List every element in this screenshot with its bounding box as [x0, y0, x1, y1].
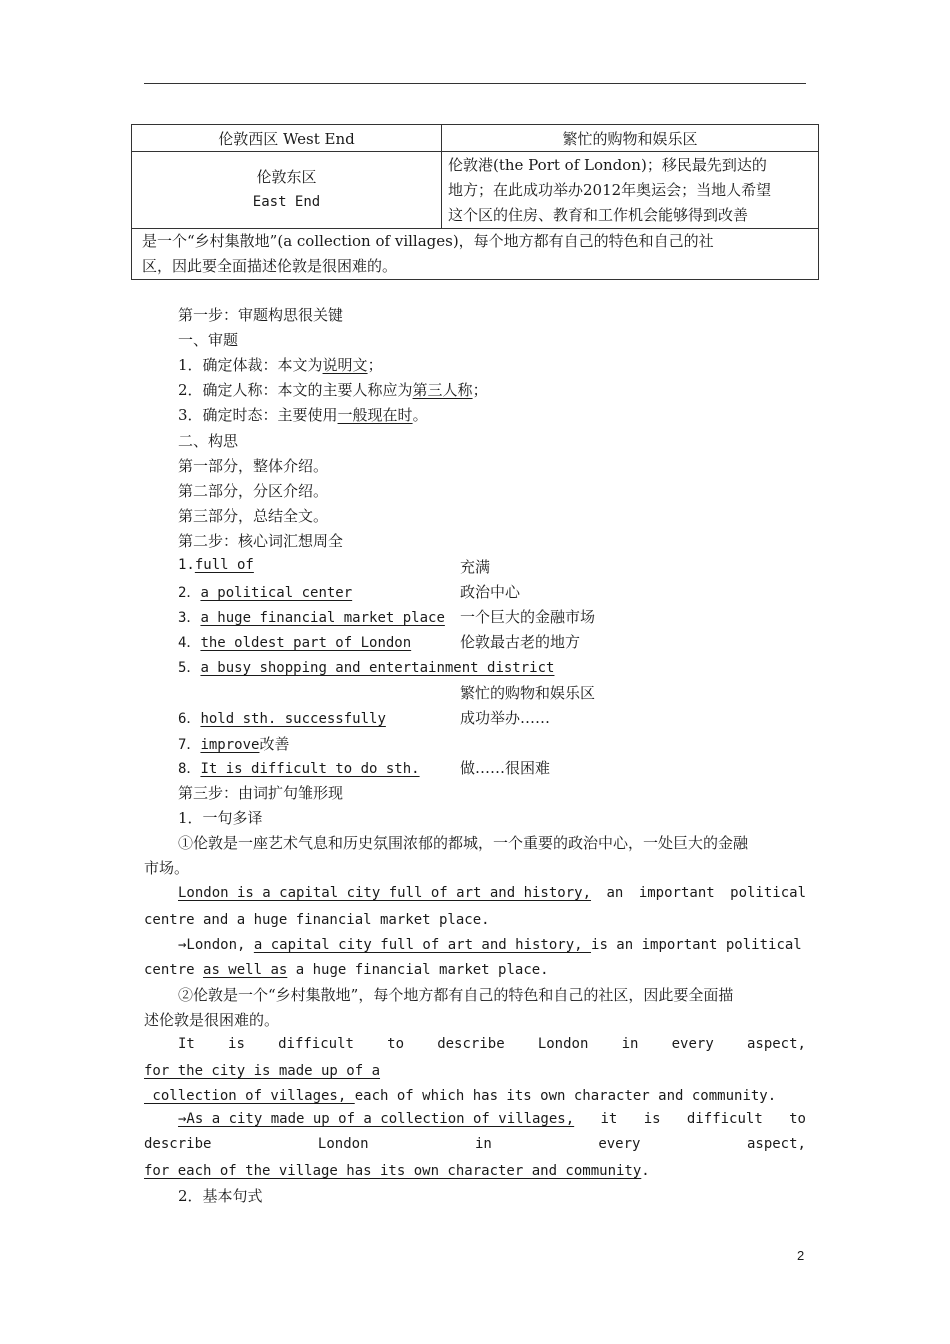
sentence1-trans-a-line1: London is a capital city full of art and history, an important political [178, 885, 806, 901]
sentence2-trans-b-line3: for each of the village has its own character and community. [144, 1163, 650, 1179]
step3-heading: 第三步：由词扩句雏形现 [178, 784, 344, 802]
sentence1-trans-a-line2: centre and a huge financial market place. [144, 912, 490, 928]
step1-item1: 1．确定体裁：本文为说明文； [178, 356, 383, 374]
sentence2-trans-a-line1: It is difficult to describe London in every aspect, [178, 1036, 806, 1052]
step3-sub1: 1．一句多译 [178, 809, 263, 827]
sentence1-trans-b-line2: centre as well as a huge financial market place. [144, 962, 549, 978]
step1-item2: 2．确定人称：本文的主要人称应为第三人称； [178, 381, 488, 399]
sentence1-zh-line2: 市场。 [144, 859, 190, 877]
vocab-item-en: 5．a busy shopping and entertainment district [178, 660, 555, 676]
table-cell-west-end: 伦敦西区 West End [132, 125, 442, 152]
east-end-zh: 伦敦东区 [256, 168, 317, 186]
vocab-item-en: 7．improve改善 [178, 735, 290, 753]
vocab-item-zh: 充满 [460, 558, 491, 576]
step1-part3: 第三部分，总结全文。 [178, 507, 329, 525]
east-end-desc-line1: 伦敦港(the Port of London)；移民最先到达的 [448, 155, 767, 174]
vocab-item-en: 4．the oldest part of London [178, 635, 412, 651]
table-cell-summary [132, 229, 819, 280]
vocab-item-en: 8．It is difficult to do sth. [178, 761, 420, 777]
vocab-item-en: 6．hold sth. successfully [178, 711, 386, 727]
step3-sub2: 2．基本句式 [178, 1187, 263, 1205]
sentence2-trans-a-line2: for the city is made up of a [144, 1063, 381, 1079]
summary-line1: 是一个“乡村集散地”(a collection of villages)，每个地方都有自己的特色和自己的社 [142, 232, 714, 250]
district-table [131, 124, 819, 280]
summary-line2: 区，因此要全面描述伦敦是很困难的。 [142, 257, 398, 275]
sentence2-trans-a-line3: collection of villages, each of which has its own character and community. [144, 1088, 777, 1104]
table-cell-east-end-desc [442, 152, 819, 229]
step1-item3: 3．确定时态：主要使用一般现在时。 [178, 406, 428, 424]
step1-part2: 第二部分，分区介绍。 [178, 482, 329, 500]
vocab-item-zh: 成功举办…… [460, 709, 551, 727]
vocab-item-zh: 伦敦最古老的地方 [460, 633, 581, 651]
vocab-item-zh: 繁忙的购物和娱乐区 [460, 684, 596, 702]
step1-sub2: 二、构思 [178, 432, 239, 450]
sentence1-zh-line1: ①伦敦是一座艺术气息和历史氛围浓郁的都城，一个重要的政治中心，一处巨大的金融 [178, 834, 749, 852]
table-cell-west-end-desc: 繁忙的购物和娱乐区 [442, 125, 819, 152]
sentence2-zh-line2: 述伦敦是很困难的。 [144, 1011, 280, 1029]
table-cell-east-end [132, 152, 442, 229]
vocab-item-zh: 政治中心 [460, 583, 521, 601]
sentence2-trans-b-line2: describe London in every aspect, [144, 1136, 806, 1152]
east-end-en: East End [252, 194, 321, 210]
vocab-item-zh: 做……很困难 [460, 759, 551, 777]
vocab-item-en: 1.full of [178, 557, 254, 573]
step1-sub1: 一、审题 [178, 331, 239, 349]
east-end-desc-line3: 这个区的住房、教育和工作机会能够得到改善 [448, 205, 749, 224]
east-end-desc-line2: 地方；在此成功举办2012年奥运会；当地人希望 [448, 180, 772, 199]
sentence2-trans-b-line1: →As a city made up of a collection of villages, it is difficult to [178, 1111, 806, 1127]
header-rule [144, 83, 806, 84]
step1-heading: 第一步：审题构思很关键 [178, 306, 344, 324]
step1-part1: 第一部分，整体介绍。 [178, 457, 329, 475]
vocab-item-zh: 一个巨大的金融市场 [460, 608, 596, 626]
sentence1-trans-b-line1: →London, a capital city full of art and history, is an important political [178, 937, 802, 953]
sentence2-zh-line1: ②伦敦是一个“乡村集散地”，每个地方都有自己的特色和自己的社区，因此要全面描 [178, 986, 734, 1004]
page-number: 2 [797, 1248, 805, 1263]
vocab-item-en: 2．a political center [178, 585, 353, 601]
vocab-item-en: 3．a huge financial market place [178, 610, 445, 626]
step2-heading: 第二步：核心词汇想周全 [178, 532, 344, 550]
